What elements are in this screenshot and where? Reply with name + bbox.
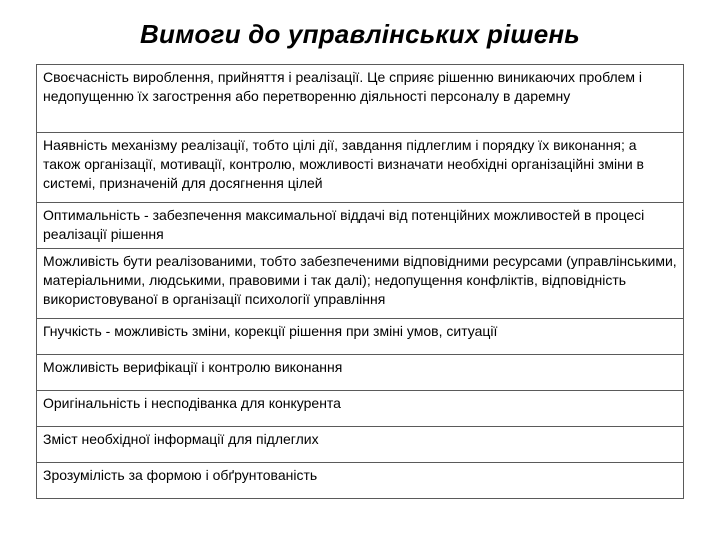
requirement-cell: Оригінальність і несподіванка для конкурента — [37, 391, 684, 427]
requirement-cell: Зміст необхідної інформації для підлеглих — [37, 427, 684, 463]
table-row — [37, 203, 684, 249]
slide-title: Вимоги до управлінських рішень — [140, 19, 580, 49]
table-row — [37, 133, 684, 203]
table-row — [37, 391, 684, 427]
requirement-cell: Наявність механізму реалізації, тобто цілі дії, завдання підлеглим і порядку їх виконання; а також організації, мотивації, контролю, можливості визначати необхідні організаційні зміни в системі, призначеній для досягнення цілей — [37, 133, 684, 203]
requirement-cell: Можливість верифікації і контролю виконання — [37, 355, 684, 391]
requirement-cell: Зрозумілість за формою і обґрунтованість — [37, 463, 684, 499]
requirement-cell: Своєчасність вироблення, прийняття і реалізації. Це сприяє рішенню виникаючих проблем і недопущенню їх загострення або перетворенню діяльності персоналу в даремну — [37, 65, 684, 133]
table-row — [37, 65, 684, 133]
table-row — [37, 463, 684, 499]
requirement-cell: Гнучкість - можливість зміни, корекції рішення при зміні умов, ситуації — [37, 319, 684, 355]
requirements-table — [36, 64, 684, 499]
requirement-cell: Оптимальність - забезпечення максимальної віддачі від потенційних можливостей в процесі реалізації рішення — [37, 203, 684, 249]
table-row — [37, 355, 684, 391]
table-row — [37, 319, 684, 355]
requirement-cell: Можливість бути реалізованими, тобто забезпеченими відповідними ресурсами (управлінськими, матеріальними, людськими, правовими і так далі); недопущення конфліктів, відповідність використовуваної в організації психології управління — [37, 249, 684, 319]
table-row — [37, 427, 684, 463]
table-row — [37, 249, 684, 319]
